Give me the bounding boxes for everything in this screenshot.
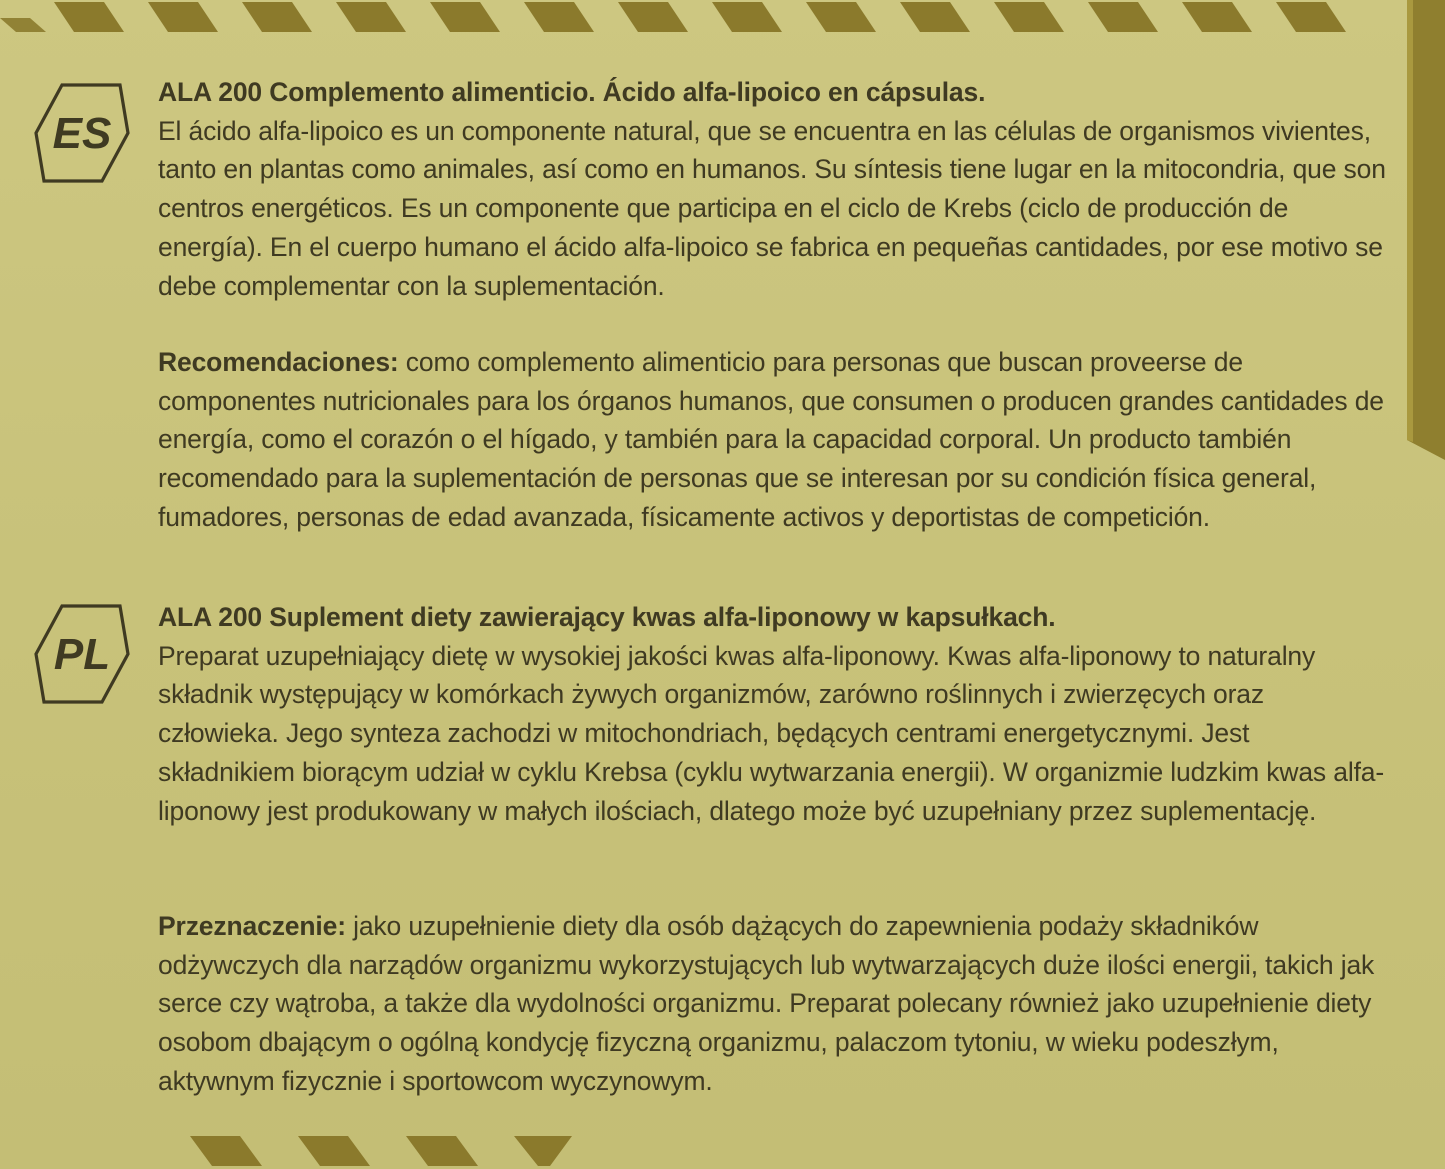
es-title: ALA 200 Complemento alimenticio. Ácido alfa-lipoico en cápsulas. (158, 77, 986, 107)
es-recommendations-label: Recomendaciones: (158, 347, 399, 377)
es-body-text: El ácido alfa-lipoico es un componente natural, que se encuentra en las células de organismos vivientes, tanto en plantas como animales, así como en humanos. Su síntesis tiene lugar en la mitocondria, que son centros energéticos. Es un componente que participa en el ciclo de Krebs (ciclo de producción de energía). En el cuerpo humano el ácido alfa-lipoico se fabrica en pequeñas cantidades, por ese motivo se debe complementar con la suplementación. (158, 115, 1386, 301)
pl-language-badge (34, 603, 130, 705)
pl-purpose-block (158, 907, 1388, 1101)
es-badge-text: ES (52, 109, 112, 158)
bottom-stripe-decoration (0, 1130, 1445, 1169)
es-recommendations-block (158, 343, 1388, 537)
pl-purpose-text: jako uzupełnienie diety dla osób dążących do zapewnienia podaży składników odżywczych dla narządów organizmu wykorzystujących lub wytwarzających duże ilości energii, takich jak serce czy wątroba, a także dla wydolności organizmu. Preparat polecany również jako uzupełnienie diety osobom dbającym o ogólną kondycję fizyczną organizmu, palaczom tytoniu, w wieku podeszłym, aktywnym fizycznie i sportowcom wyczynowym. (158, 911, 1375, 1096)
pl-title: ALA 200 Suplement diety zawierający kwas alfa-liponowy w kapsułkach. (158, 602, 1056, 632)
es-description-block (158, 73, 1388, 305)
pl-badge-text: PL (53, 630, 111, 679)
es-recommendations-text: como complemento alimenticio para personas que buscan proveerse de componentes nutricionales para los órganos humanos, que consumen o producen grandes cantidades de energía, como el corazón o el hígado, y también para la capacidad corporal. Un producto también recomendado para la suplementación de personas que se interesan por su condición física general, fumadores, personas de edad avanzada, físicamente activos y deportistas de competición. (158, 347, 1384, 532)
pl-description-block (158, 598, 1388, 830)
top-stripe-decoration (0, 0, 1445, 40)
pl-body-text: Preparat uzupełniający dietę w wysokiej jakości kwas alfa-liponowy. Kwas alfa-liponowy to naturalny składnik występujący w komórkach żywych organizmów, zarówno roślinnych i zwierzęcych oraz człowieka. Jego synteza zachodzi w mitochondriach, będących centrami energetycznymi. Jest składnikiem biorącym udział w cyklu Krebsa (cyklu wytwarzania energii). W organizmie ludzkim kwas alfa-liponowy jest produkowany w małych ilościach, dlatego może być uzupełniany przez suplementację. (158, 640, 1385, 826)
pl-purpose-label: Przeznaczenie: (158, 911, 346, 941)
es-language-badge (34, 82, 130, 184)
side-bar-decoration (1403, 0, 1445, 460)
